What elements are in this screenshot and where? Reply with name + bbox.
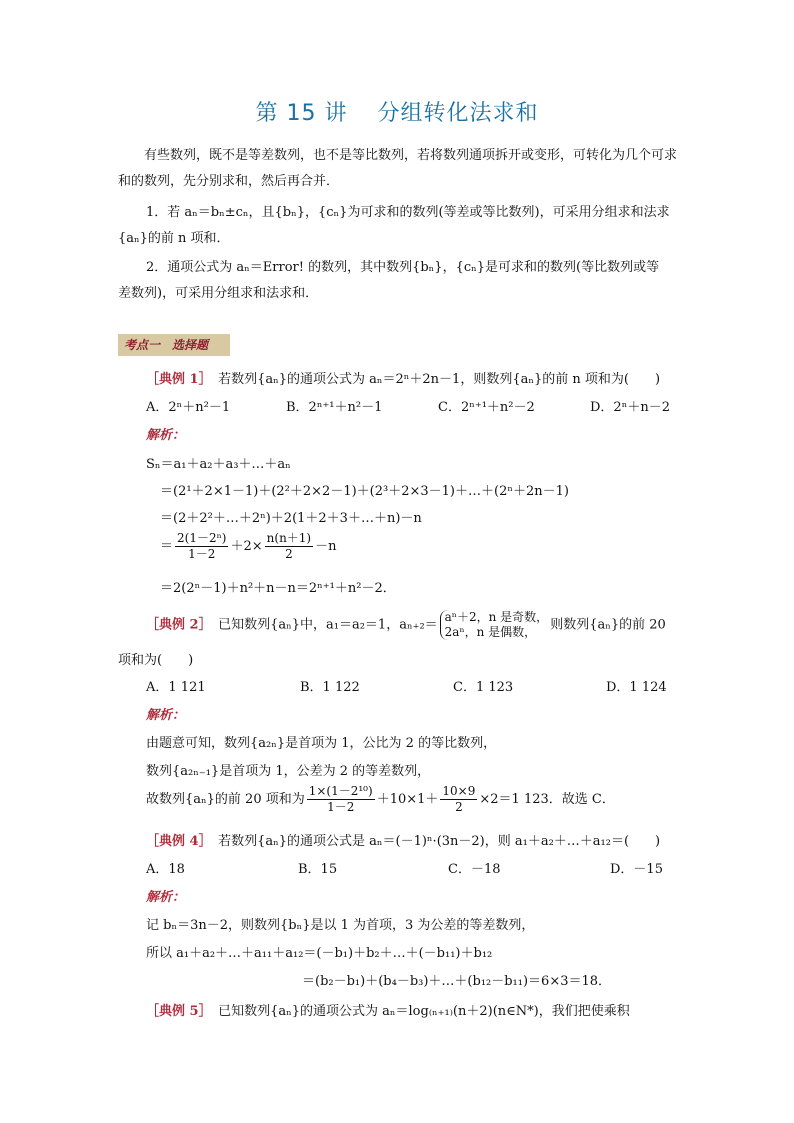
fraction-3-denominator: 1－2 <box>327 800 355 814</box>
fraction-4-denominator: 2 <box>455 800 463 814</box>
fraction-3-numerator: 1×(1－2¹⁰) <box>308 784 373 798</box>
fraction-2-denominator: 2 <box>285 547 293 561</box>
example-2-label: ［典例 2］ <box>146 617 206 633</box>
example-1-step-1: Sₙ＝a₁＋a₂＋a₃＋…＋aₙ <box>146 457 291 472</box>
example-4-text: 若数列{aₙ}的通项公式是 aₙ＝(－1)ⁿ·(3n－2)，则 a₁＋a₂＋…＋a₁₂＝( ) <box>218 834 661 849</box>
example-5-question <box>146 1000 630 1019</box>
example-2-analysis-label: 解析： <box>146 708 186 723</box>
example-1-analysis-label: 解析： <box>146 428 186 443</box>
fraction-2-numerator: n(n＋1) <box>266 531 312 545</box>
example-4-option-a: A．18 <box>146 862 185 877</box>
example-1-text: 若数列{aₙ}的通项公式为 aₙ＝2ⁿ＋2n－1，则数列{aₙ}的前 n 项和为( ) <box>218 372 661 387</box>
example-2-option-a: A．1 121 <box>146 680 206 695</box>
example-1-step-5: ＝2(2ⁿ－1)＋n²＋n－n＝2ⁿ⁺¹＋n²－2． <box>160 581 396 596</box>
example-4-option-d: D．－15 <box>610 862 663 877</box>
piecewise-brace <box>440 610 549 640</box>
example-4-analysis-label: 解析： <box>146 890 186 905</box>
example-4-question <box>146 830 660 849</box>
fraction-3 <box>307 784 375 815</box>
example-4-line-3: ＝(b₂－b₁)＋(b₄－b₃)＋…＋(b₁₂－b₁₁)＝6×3＝18． <box>302 974 612 989</box>
example-2-text-a: 已知数列{aₙ}中，a₁＝a₂＝1，aₙ₊₂＝ <box>218 617 438 633</box>
page-title <box>0 96 794 127</box>
intro-paragraph-2b: {aₙ}的前 n 项和． <box>118 231 230 246</box>
example-4-line-2: 所以 a₁＋a₂＋…＋a₁₁＋a₁₂＝(－b₁)＋b₂＋…＋(－b₁₁)＋b₁₂ <box>146 946 493 961</box>
example-5-text: 已知数列{aₙ}的通项公式为 aₙ＝log₍ₙ₊₁₎(n＋2)(n∈N*)，我们把使乘积 <box>218 1004 630 1019</box>
piecewise-case-1: aⁿ＋2，n 是奇数， <box>444 610 549 624</box>
example-2-line-3 <box>146 784 615 815</box>
fraction-2 <box>265 531 313 562</box>
example-1-question <box>146 368 660 387</box>
example-1-step-4 <box>160 531 337 562</box>
example-1-option-c: C．2ⁿ⁺¹＋n²－2 <box>438 400 535 415</box>
fraction-1-denominator: 1－2 <box>188 547 216 561</box>
example-1-option-a: A．2ⁿ＋n²－1 <box>146 400 231 415</box>
example-1-label: ［典例 1］ <box>146 372 206 387</box>
example-2-option-b: B．1 122 <box>300 680 360 695</box>
example-2-option-d: D．1 124 <box>606 680 667 695</box>
example-5-label: ［典例 5］ <box>146 1004 206 1019</box>
example-4-option-c: C．－18 <box>448 862 501 877</box>
example-1-option-d: D．2ⁿ＋n－2 <box>590 400 670 415</box>
fraction-4 <box>440 784 477 815</box>
example-1-step-2: ＝(2¹＋2×1－1)＋(2²＋2×2－1)＋(2³＋2×3－1)＋…＋(2ⁿ＋2n－1) <box>160 484 569 499</box>
step-4-middle: ＋2× <box>230 539 263 554</box>
intro-paragraph-3b: 差数列)，可采用分组求和法求和． <box>118 286 319 301</box>
example-4-line-1: 记 bₙ＝3n－2，则数列{bₙ}是以 1 为首项，3 为公差的等差数列， <box>146 918 535 933</box>
fraction-1-numerator: 2(1－2ⁿ) <box>177 531 227 545</box>
step-4-end: －n <box>315 539 337 554</box>
example-4-label: ［典例 4］ <box>146 834 206 849</box>
example-1-option-b: B．2ⁿ⁺¹＋n²－1 <box>286 400 383 415</box>
example-2-line-2: 数列{a₂ₙ₋₁}是首项为 1，公差为 2 的等差数列， <box>146 764 431 779</box>
intro-paragraph-1: 有些数列，既不是等差数列，也不是等比数列，若将数列通项拆开或变形，可转化为几个可求和的数列，先分别求和，然后再合并． <box>118 148 678 189</box>
intro-paragraph-3a: 2．通项公式为 aₙ＝Error! 的数列，其中数列{bₙ}，{cₙ}是可求和的数列(等比数列或等 <box>146 260 660 275</box>
fraction-1 <box>175 531 228 562</box>
example-2-line-1: 由题意可知，数列{a₂ₙ}是首项为 1，公比为 2 的等比数列， <box>146 736 497 751</box>
line-3-end: ×2＝1 123．故选 C． <box>479 792 615 807</box>
example-2-question-c: 项和为( ) <box>118 653 194 668</box>
example-2-question <box>146 610 666 640</box>
example-2-text-b: 则数列{aₙ}的前 20 <box>550 617 666 633</box>
line-3-middle: ＋10×1＋ <box>376 792 439 807</box>
intro-paragraph-2a: 1．若 aₙ＝bₙ±cₙ，且{bₙ}，{cₙ}为可求和的数列(等差或等比数列)，可采用分组求和法求 <box>146 205 670 220</box>
example-1-step-3: ＝(2＋2²＋…＋2ⁿ)＋2(1＋2＋3＋…＋n)－n <box>160 511 422 526</box>
section-badge: 考点一 选择题 <box>118 334 230 356</box>
line-3-prefix: 故数列{aₙ}的前 20 项和为 <box>146 792 305 807</box>
lesson-number: 第 15 讲 <box>255 101 348 126</box>
equals-sign: ＝ <box>160 539 174 554</box>
fraction-4-numerator: 10×9 <box>442 784 476 798</box>
piecewise-case-2: 2aⁿ，n 是偶数， <box>444 625 537 639</box>
example-4-option-b: B．15 <box>298 862 338 877</box>
lesson-topic: 分组转化法求和 <box>377 101 539 126</box>
example-2-option-c: C．1 123 <box>453 680 514 695</box>
